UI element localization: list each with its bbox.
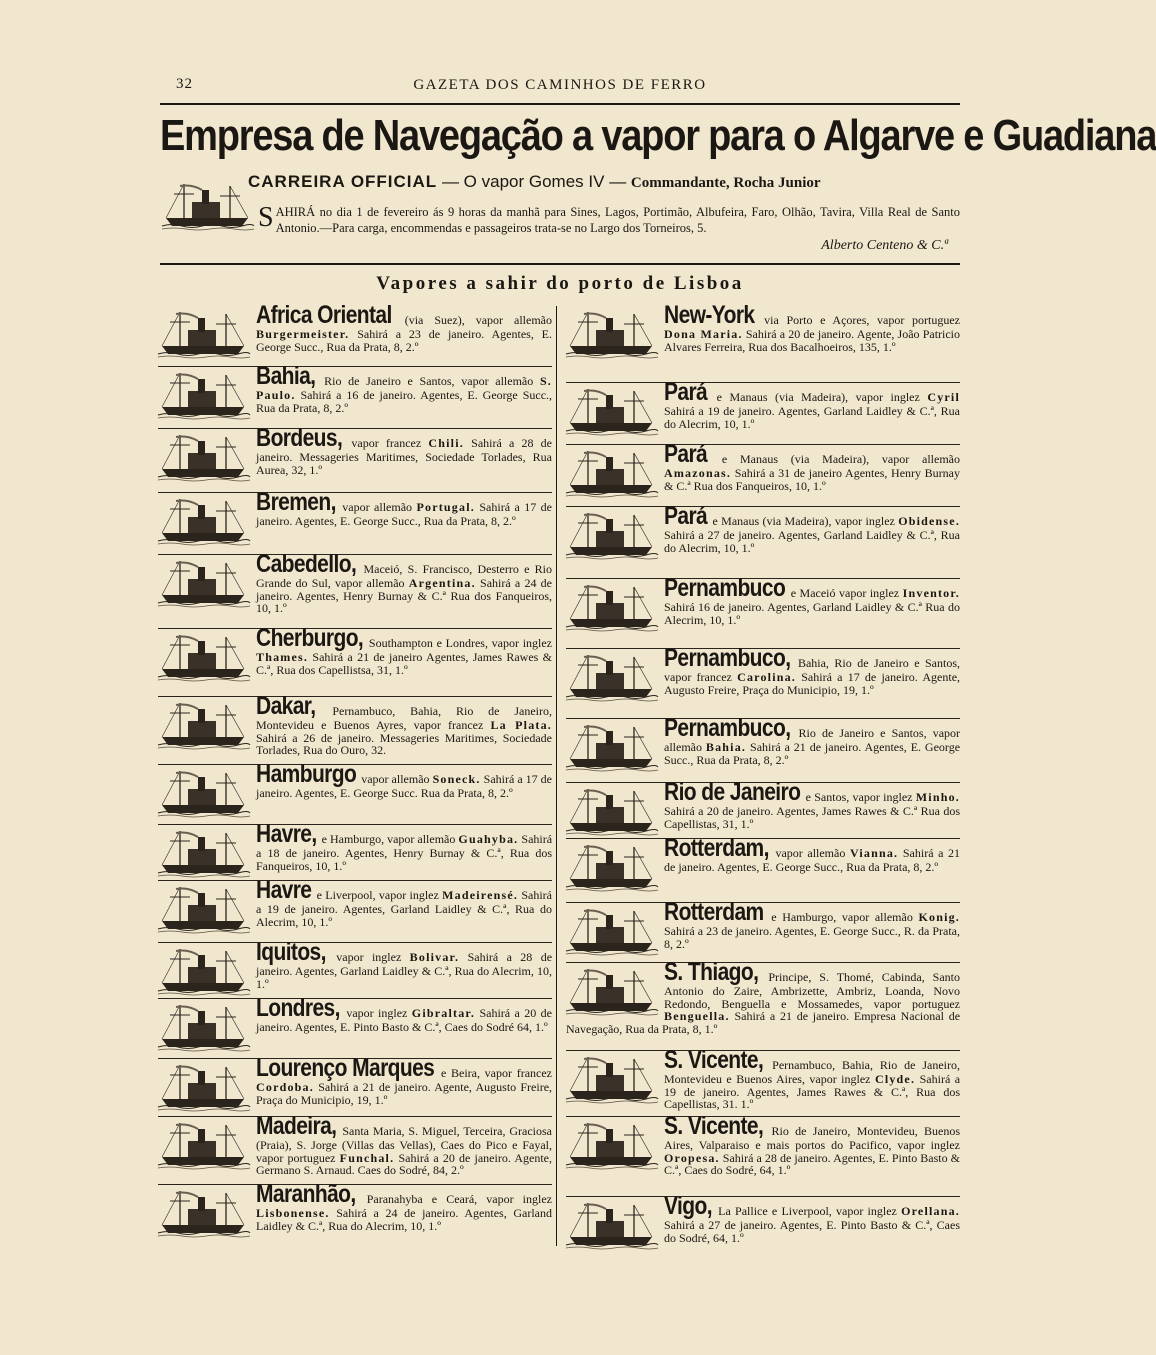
steamer-listing	[566, 714, 961, 781]
departure-date: Sahirá a 27 de janeiro.	[664, 1218, 777, 1232]
agent-info: Agentes, E. George Succ., Rua da Prata, 8, 2.º	[717, 860, 939, 874]
ship-illustration	[162, 180, 254, 230]
departure-date: Sahirá a 20 de janeiro.	[745, 327, 855, 341]
agent-info: Agentes, E. George Succ., Rua da Prata, 8, 2.º	[256, 327, 553, 354]
vessel-name: Chili.	[428, 436, 464, 450]
section-rule	[160, 263, 960, 265]
vessel-name: Carolina.	[737, 670, 797, 684]
destination-name: Maranhão,	[256, 1180, 356, 1209]
agent-info: Agentes, E. George Succ., Rua da Prata, 8, 2.º	[256, 388, 553, 415]
agent-info: Empresa Nacional de Navegação, Rua da Prata, 8, 1.º	[566, 1009, 961, 1036]
agent-info: Agentes, Henry Burnay & C.ª Rua dos Fanqueiros, 10, 1.º	[256, 588, 552, 616]
steamer-listing	[566, 440, 960, 505]
departure-date: Sahirá a 20 de janeiro.	[398, 1150, 511, 1165]
ship-icon	[158, 495, 250, 545]
destination-name: Bahia,	[256, 362, 316, 391]
ship-icon	[158, 431, 250, 481]
destination-name: Havre	[256, 876, 312, 905]
ship-icon	[158, 827, 250, 877]
agent-info: Agentes, James Rawes & C.ª Rua dos Capellistas, 31, 1.º	[664, 804, 961, 831]
destination-name: Cherburgo,	[256, 624, 364, 653]
departure-date: Sahirá a 24 de janeiro.	[256, 576, 553, 603]
agent-info: Agentes, E. Pinto Basto & C.ª, Caes do Sodré 64, 1.º	[294, 1020, 548, 1034]
route-info: e Hamburgo, vapor allemão	[771, 910, 913, 924]
steamer-listing	[566, 834, 961, 901]
steamer-listing	[158, 1112, 553, 1183]
route-info: e Manaus (via Madeira), vapor inglez	[716, 390, 920, 404]
steamer-listing	[158, 362, 553, 427]
ship-icon	[566, 385, 658, 435]
ship-icon	[158, 1119, 250, 1169]
route-info: La Pallice e Liverpool, vapor inglez	[718, 1204, 897, 1218]
agent-info: Agentes, E. Pinto Basto & C.ª, Caes do Sodré, 64, 1.º	[664, 1150, 961, 1178]
vessel-name: S. Paulo.	[256, 374, 553, 402]
departure-date: Sahirá a 21 de janeiro.	[664, 846, 961, 874]
destination-name: S. Thiago,	[664, 958, 759, 987]
destination-name: Pernambuco,	[664, 714, 791, 743]
drop-cap: S	[258, 202, 274, 233]
route-info: Rio de Janeiro e Santos, vapor allemão	[324, 374, 534, 388]
steamer-listing	[158, 624, 553, 695]
agent-info: Agente, Augusto Freire, Praça do Municipio, 19, 1.º	[256, 1080, 553, 1107]
advert-body	[258, 204, 960, 236]
departure-date: Sahirá a 21 de janeiro	[312, 650, 423, 664]
destination-name: Lourenço Marques	[256, 1054, 435, 1083]
destination-name: Iquitos,	[256, 938, 326, 967]
steamer-listing	[158, 488, 552, 553]
steamer-listing	[158, 424, 553, 491]
route-info: vapor inglez	[336, 950, 402, 964]
vessel-name: Burgermeister.	[256, 327, 350, 341]
agent-info: Agentes, James Rawes & C.ª, Rua dos Capellistsa, 31, 1.º	[256, 650, 553, 677]
departure-date: Sahirá a 23 de janeiro.	[664, 924, 772, 938]
route-info: (via Suez), vapor allemão	[404, 313, 552, 327]
ship-icon	[566, 1119, 658, 1169]
steamer-listing	[566, 301, 961, 380]
route-info: Paranahyba e Ceará, vapor inglez	[366, 1192, 553, 1206]
agent-info: Agentes, Garland Laidley & C.ª, Rua do Alecrim, 10, 1.º	[256, 902, 552, 929]
destination-name: Pará	[664, 440, 708, 469]
vessel-name: Funchal.	[339, 1150, 395, 1165]
vessel-name: Gibraltar.	[411, 1006, 476, 1020]
destination-name: Bordeus,	[256, 424, 343, 453]
vessel-name: Cordoba.	[256, 1080, 314, 1094]
destination-name: Pernambuco,	[664, 644, 791, 673]
steamer-listing	[566, 1192, 960, 1253]
ship-icon	[158, 767, 250, 817]
departure-date: Sahirá 16 de janeiro.	[664, 600, 765, 614]
ship-icon	[566, 308, 658, 358]
agent-info: Agentes, Garland Laidley & C.ª, Rua do Alecrim, 10, 1.º	[256, 964, 552, 991]
section-title: Vapores a sahir do porto de Lisboa	[376, 273, 744, 294]
header-rule	[160, 103, 960, 105]
route-info: Santa Maria, S. Miguel, Terceira, Graciosa (Praia), S. Jorge (Villas das Vellas), Caes do Pico e Fayal, vapor portuguez	[256, 1124, 553, 1165]
destination-name: New-York	[664, 301, 755, 330]
vessel-name: Lisbonense.	[256, 1206, 330, 1220]
agent-info: Agentes, E. George Succ. Rua da Prata, 8, 2.º	[294, 786, 513, 800]
agent-info: Agentes, E. George Succ., Rua da Prata, 8, 2.º	[664, 740, 961, 767]
steamer-listing	[158, 876, 552, 941]
agent-info: Messageries Maritimes, Sociedade Torlades, Rua Aurea, 32, 1.º	[256, 450, 552, 477]
route-info: Rio de Janeiro, Montevideu, Buenos Aires, Valparaiso e mais portos do Pacifico, vapor inglez	[664, 1124, 961, 1152]
vessel-name: Obidense.	[898, 514, 961, 528]
steamer-listing	[158, 938, 553, 997]
page-number: 32	[176, 76, 193, 92]
destination-name: Rotterdam,	[664, 834, 769, 863]
vessel-name: Amazonas.	[664, 466, 732, 480]
departure-date: Sahirá a 24 de janeiro.	[336, 1206, 459, 1220]
ship-icon	[158, 699, 250, 749]
agent-info: Agente, Augusto Freire, Praça do Municipio, 19, 1.º	[664, 670, 961, 697]
ship-icon	[566, 581, 658, 631]
steamer-listing	[566, 958, 961, 1049]
ship-icon	[566, 841, 658, 891]
vessel-name: Guahyba.	[458, 832, 519, 846]
steamer-listing	[158, 692, 553, 763]
vessel-name: La Plata.	[490, 718, 552, 732]
departure-date: Sahirá a 17 de janeiro.	[801, 670, 918, 684]
destination-name: Africa Oriental	[256, 301, 392, 330]
vessel-name: Konig.	[918, 910, 961, 924]
departure-date: Sahirá a 28 de janeiro.	[722, 1150, 831, 1165]
agent-info: Agentes, Garland Laidley & C.ª, Rua do Alecrim, 10, 1.º	[664, 404, 960, 431]
destination-name: Hamburgo	[256, 760, 357, 789]
vessel-name: Oropesa.	[664, 1150, 720, 1165]
ship-icon	[158, 1001, 250, 1051]
ship-icon	[158, 557, 250, 607]
departure-date: Sahirá a 31 de janeiro	[734, 466, 843, 480]
steamer-listing	[158, 1180, 553, 1247]
ship-icon	[158, 945, 250, 995]
vessel-name: Argentina.	[408, 576, 476, 590]
vessel-name: Minho.	[915, 790, 960, 804]
route-info: vapor francez	[351, 436, 422, 450]
column-divider	[556, 306, 557, 1246]
agent-info: Agentes, Henry Burnay & C.ª Rua dos Fanqueiros, 10, 1.º	[664, 466, 960, 493]
destination-name: S. Vicente,	[664, 1112, 764, 1141]
route-info: e Manaus (via Madeira), vapor allemão	[721, 452, 960, 466]
vessel-name: Portugal.	[416, 500, 475, 514]
departure-date: Sahirá a 21 de janeiro.	[734, 1009, 850, 1024]
agent-info: Agentes, Garland Laidley & C.ª, Rua do Alecrim, 10, 1.º	[256, 1206, 552, 1233]
vessel-name: Benguella.	[664, 1009, 730, 1024]
agent-info: Agentes, James Rawes & C.ª, Rua dos Capellistas, 31. 1.º	[664, 1084, 960, 1112]
departure-date: Sahirá a 19 de janeiro.	[664, 404, 775, 418]
departure-date: Sahirá a 20 de janeiro.	[256, 1006, 553, 1034]
departure-date: Sahirá a 21 de janeiro.	[750, 740, 862, 754]
route-info: Pernambuco, Bahia, Rio de Janeiro, Montevideu e Buenos Ayres, vapor francez	[256, 704, 553, 732]
agent-info: Agentes, Garland Laidley & C.ª Rua do Alecrim, 10, 1.º	[664, 600, 960, 627]
route-info: Southampton e Londres, vapor inglez	[368, 636, 553, 650]
route-info: Rio de Janeiro e Santos, vapor allemão	[664, 726, 961, 754]
route-info: Bahia, Rio de Janeiro e Santos, vapor francez	[664, 656, 961, 684]
vessel-name: Orellana.	[901, 1204, 960, 1218]
vessel-name: Clyde.	[874, 1072, 916, 1086]
route-info: e Liverpool, vapor inglez	[316, 888, 439, 902]
steamer-listing	[158, 760, 553, 823]
vessel-name: Bahia.	[705, 740, 747, 754]
advert-vessel: O vapor Gomes IV	[463, 172, 605, 191]
destination-name: Bremen,	[256, 488, 336, 517]
vessel-name: Soneck.	[432, 772, 481, 786]
steamer-listing	[158, 550, 553, 627]
ship-icon	[158, 883, 250, 933]
route-info: Pernambuco, Bahia, Rio de Janeiro, Montevideu e Buenos Aires, vapor inglez	[664, 1058, 961, 1086]
ship-icon	[566, 785, 658, 835]
ship-icon	[566, 965, 658, 1015]
vessel-name: Thames.	[256, 650, 309, 664]
advert-service: CARREIRA OFFICIAL	[248, 172, 438, 191]
route-info: e Beira, vapor francez	[440, 1066, 552, 1080]
steamer-listing	[566, 1112, 961, 1195]
departure-date: Sahirá a 27 de janeiro.	[664, 528, 775, 542]
destination-name: Vigo,	[664, 1192, 712, 1221]
departure-date: Sahirá a 18 de janeiro.	[256, 832, 553, 860]
journal-title: GAZETA DOS CAMINHOS DE FERRO	[413, 77, 707, 93]
steamer-listing	[158, 820, 553, 879]
route-info: e Hamburgo, vapor allemão	[321, 832, 456, 846]
ship-icon	[158, 631, 250, 681]
ship-icon	[566, 509, 658, 559]
agent-info: Agente, Germano S. Arnaud. Caes do Sodré, 84, 2.º	[256, 1150, 553, 1178]
route-info: Principe, S. Thomé, Cabinda, Santo Antonio do Zaire, Ambrizette, Ambriz, Loanda, Novo Redondo, Benguella e Mossamedes, vapor portuguez	[664, 970, 961, 1011]
ship-icon	[566, 721, 658, 771]
destination-name: Rotterdam	[664, 898, 764, 927]
ship-icon	[566, 1053, 658, 1103]
ship-icon	[566, 1199, 658, 1249]
route-info: e Santos, vapor inglez	[805, 790, 913, 804]
departure-date: Sahirá a 19 de janeiro.	[256, 888, 552, 916]
steamer-listing	[566, 1046, 961, 1115]
ship-icon	[158, 1061, 250, 1111]
steamer-listing	[566, 502, 961, 577]
steamer-listing	[566, 574, 961, 647]
departure-date: Sahirá a 16 de janeiro.	[300, 388, 416, 402]
destination-name: Pará	[664, 378, 708, 407]
departure-date: Sahirá a 23 de janeiro.	[357, 327, 485, 341]
destination-name: S. Vicente,	[664, 1046, 764, 1075]
agent-info: Agentes, Henry Burnay & C.ª, Rua dos Fanqueiros, 10, 1.º	[256, 846, 552, 873]
vessel-name: Vianna.	[849, 846, 899, 860]
route-info: e Maceió vapor inglez	[790, 586, 900, 600]
vessel-name: Madeirensé.	[442, 888, 519, 902]
ship-icon	[566, 651, 658, 701]
departure-date: Sahirá a 17 de janeiro.	[256, 500, 552, 528]
steamer-listing	[566, 778, 961, 837]
ship-icon	[566, 447, 658, 497]
advert-service-line: CARREIRA OFFICIAL — O vapor Gomes IV — Commandante, Rocha Junior	[248, 172, 821, 191]
steamer-listing	[158, 301, 553, 364]
destination-name: Londres,	[256, 994, 340, 1023]
steamer-listing	[158, 1054, 553, 1115]
steamer-listing	[158, 994, 553, 1057]
ship-icon	[158, 308, 250, 358]
vessel-name: Dona Maria.	[664, 327, 743, 341]
departure-date: Sahirá a 21 de janeiro.	[318, 1080, 431, 1094]
route-info: Maceió, S. Francisco, Desterro e Rio Grande do Sul, vapor allemão	[256, 562, 552, 590]
vessel-name: Cyril	[927, 390, 961, 404]
departure-date: Sahirá a 19 de janeiro.	[664, 1072, 961, 1099]
route-info: vapor allemão	[342, 500, 413, 514]
departure-date: Sahirá a 17 de janeiro.	[256, 772, 553, 800]
ship-icon	[158, 369, 250, 419]
route-info: via Porto e Açores, vapor portuguez	[764, 313, 961, 327]
vessel-name: Inventor.	[902, 586, 961, 600]
destination-name: Pernambuco	[664, 574, 786, 603]
destination-name: Rio de Janeiro	[664, 778, 801, 807]
route-info: vapor allemão	[361, 772, 430, 786]
agent-info: Agente, João Patricio Alvares Ferreira, Rua dos Bacalhoeiros, 135, 1.º	[664, 327, 961, 354]
agent-info: Agentes, E. George Succ., R. da Prata, 8, 2.º	[664, 924, 961, 951]
departure-date: Sahirá a 26 de janeiro.	[256, 730, 375, 745]
advert-signature: Alberto Centeno & C.ª	[821, 238, 948, 253]
steamer-listing	[566, 898, 961, 961]
destination-name: Havre,	[256, 820, 317, 849]
departure-date: Sahirá a 28 de janeiro.	[256, 950, 553, 978]
agent-info: Agentes, E. Pinto Basto & C.ª, Caes do Sodré, 64, 1.º	[664, 1218, 960, 1245]
departure-date: Sahirá a 28 de janeiro.	[256, 436, 553, 464]
page-header	[160, 76, 960, 98]
destination-name: Madeira,	[256, 1112, 337, 1141]
agent-info: Agentes, Garland Laidley & C.ª, Rua do Alecrim, 10, 1.º	[664, 528, 960, 555]
destination-name: Dakar,	[256, 692, 316, 721]
advert-title: Empresa de Navegação a vapor para o Algarve e Guadiana	[160, 112, 1156, 161]
destination-name: Cabedello,	[256, 550, 357, 579]
vessel-name: Bolivar.	[409, 950, 460, 964]
route-info: vapor inglez	[346, 1006, 408, 1020]
agent-info: Messageries Maritimes, Sociedade Torlades, Rua do Ouro, 32.	[256, 730, 553, 758]
ship-icon	[158, 1187, 250, 1237]
steamer-listing	[566, 644, 961, 717]
ship-icon	[566, 905, 658, 955]
route-info: vapor allemão	[775, 846, 846, 860]
advert-body-text: AHIRÁ no dia 1 de fevereiro ás 9 horas da manhã para Sines, Lagos, Portimão, Albufeira, Faro, Olhão, Tavira, Villa Real de Santo Antonio.—Para carga, encommendas e passageiros trata-se no Largo dos Torneiros, 5.	[275, 205, 960, 235]
route-info: e Manaus (via Madeira), vapor inglez	[712, 514, 895, 528]
advert-commander: Commandante, Rocha Junior	[630, 175, 821, 191]
agent-info: Agentes, E. George Succ., Rua da Prata, 8, 2.º	[294, 514, 516, 528]
steamer-listing	[566, 378, 961, 443]
departure-date: Sahirá a 20 de janeiro.	[664, 804, 774, 818]
destination-name: Pará	[664, 502, 708, 531]
